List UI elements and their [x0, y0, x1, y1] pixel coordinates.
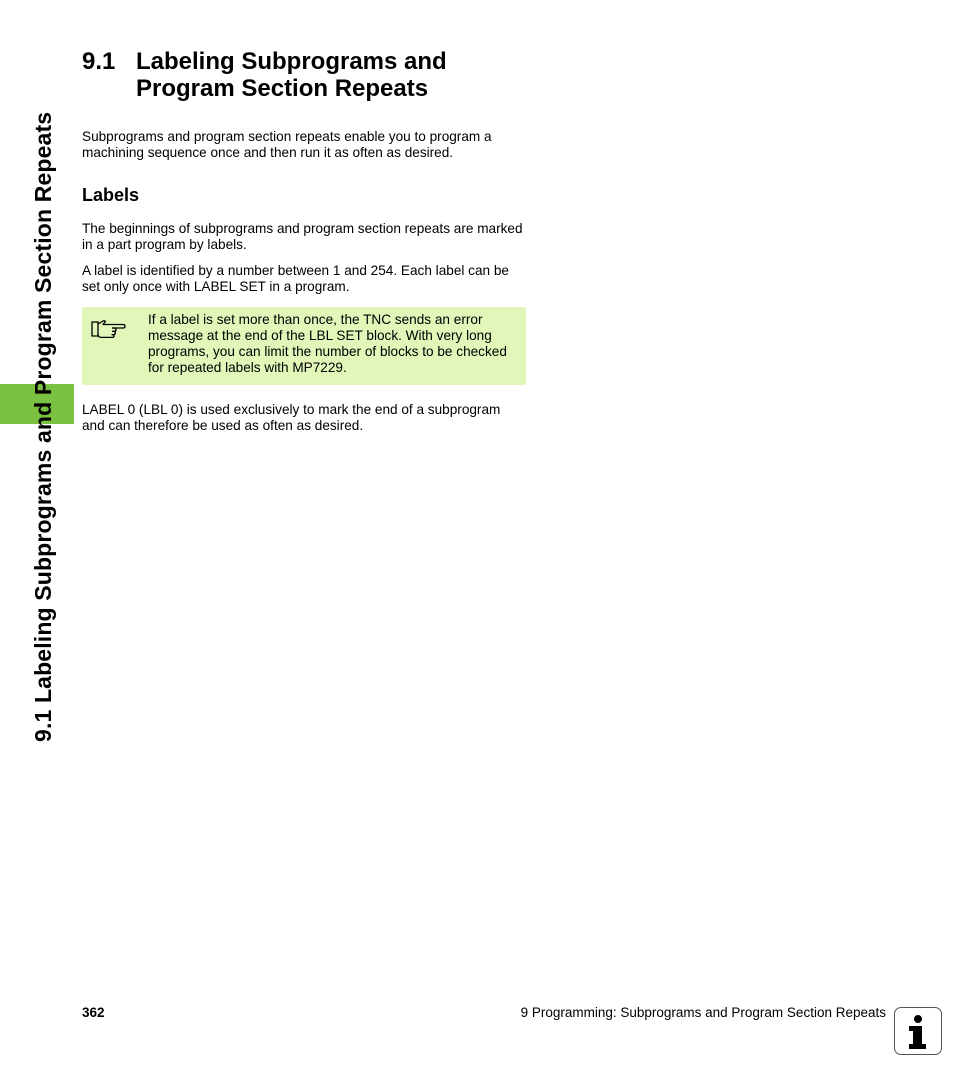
page-number: 362: [82, 1005, 105, 1020]
section-title: Labeling Subprograms and Program Section Repeats: [136, 48, 447, 102]
page-title: [82, 48, 496, 102]
footer-chapter-title: 9 Programming: Subprograms and Program Section Repeats: [520, 1005, 886, 1020]
pointing-hand-icon: [90, 317, 128, 341]
section-number: 9.1: [82, 48, 116, 75]
note-text: If a label is set more than once, the TNC sends an error message at the end of the LBL SET block. With very long programs, you can limit the number of blocks to be checked for repeated labels with MP7229.: [148, 312, 507, 375]
closing-paragraph: LABEL 0 (LBL 0) is used exclusively to mark the end of a subprogram and can therefore be used as often as desired.: [82, 402, 501, 433]
labels-paragraph-1: The beginnings of subprograms and program section repeats are marked in a part program by labels.: [82, 221, 523, 252]
note-box: [82, 307, 526, 385]
labels-paragraph-2: A label is identified by a number between 1 and 254. Each label can be set only once with LABEL SET in a program.: [82, 263, 509, 294]
info-icon[interactable]: [894, 1007, 942, 1055]
intro-paragraph: Subprograms and program section repeats enable you to program a machining sequence once and then run it as often as desired.: [82, 129, 492, 160]
labels-heading: Labels: [82, 185, 140, 205]
running-section-title: 9.1 Labeling Subprograms and Program Section Repeats: [30, 111, 56, 742]
